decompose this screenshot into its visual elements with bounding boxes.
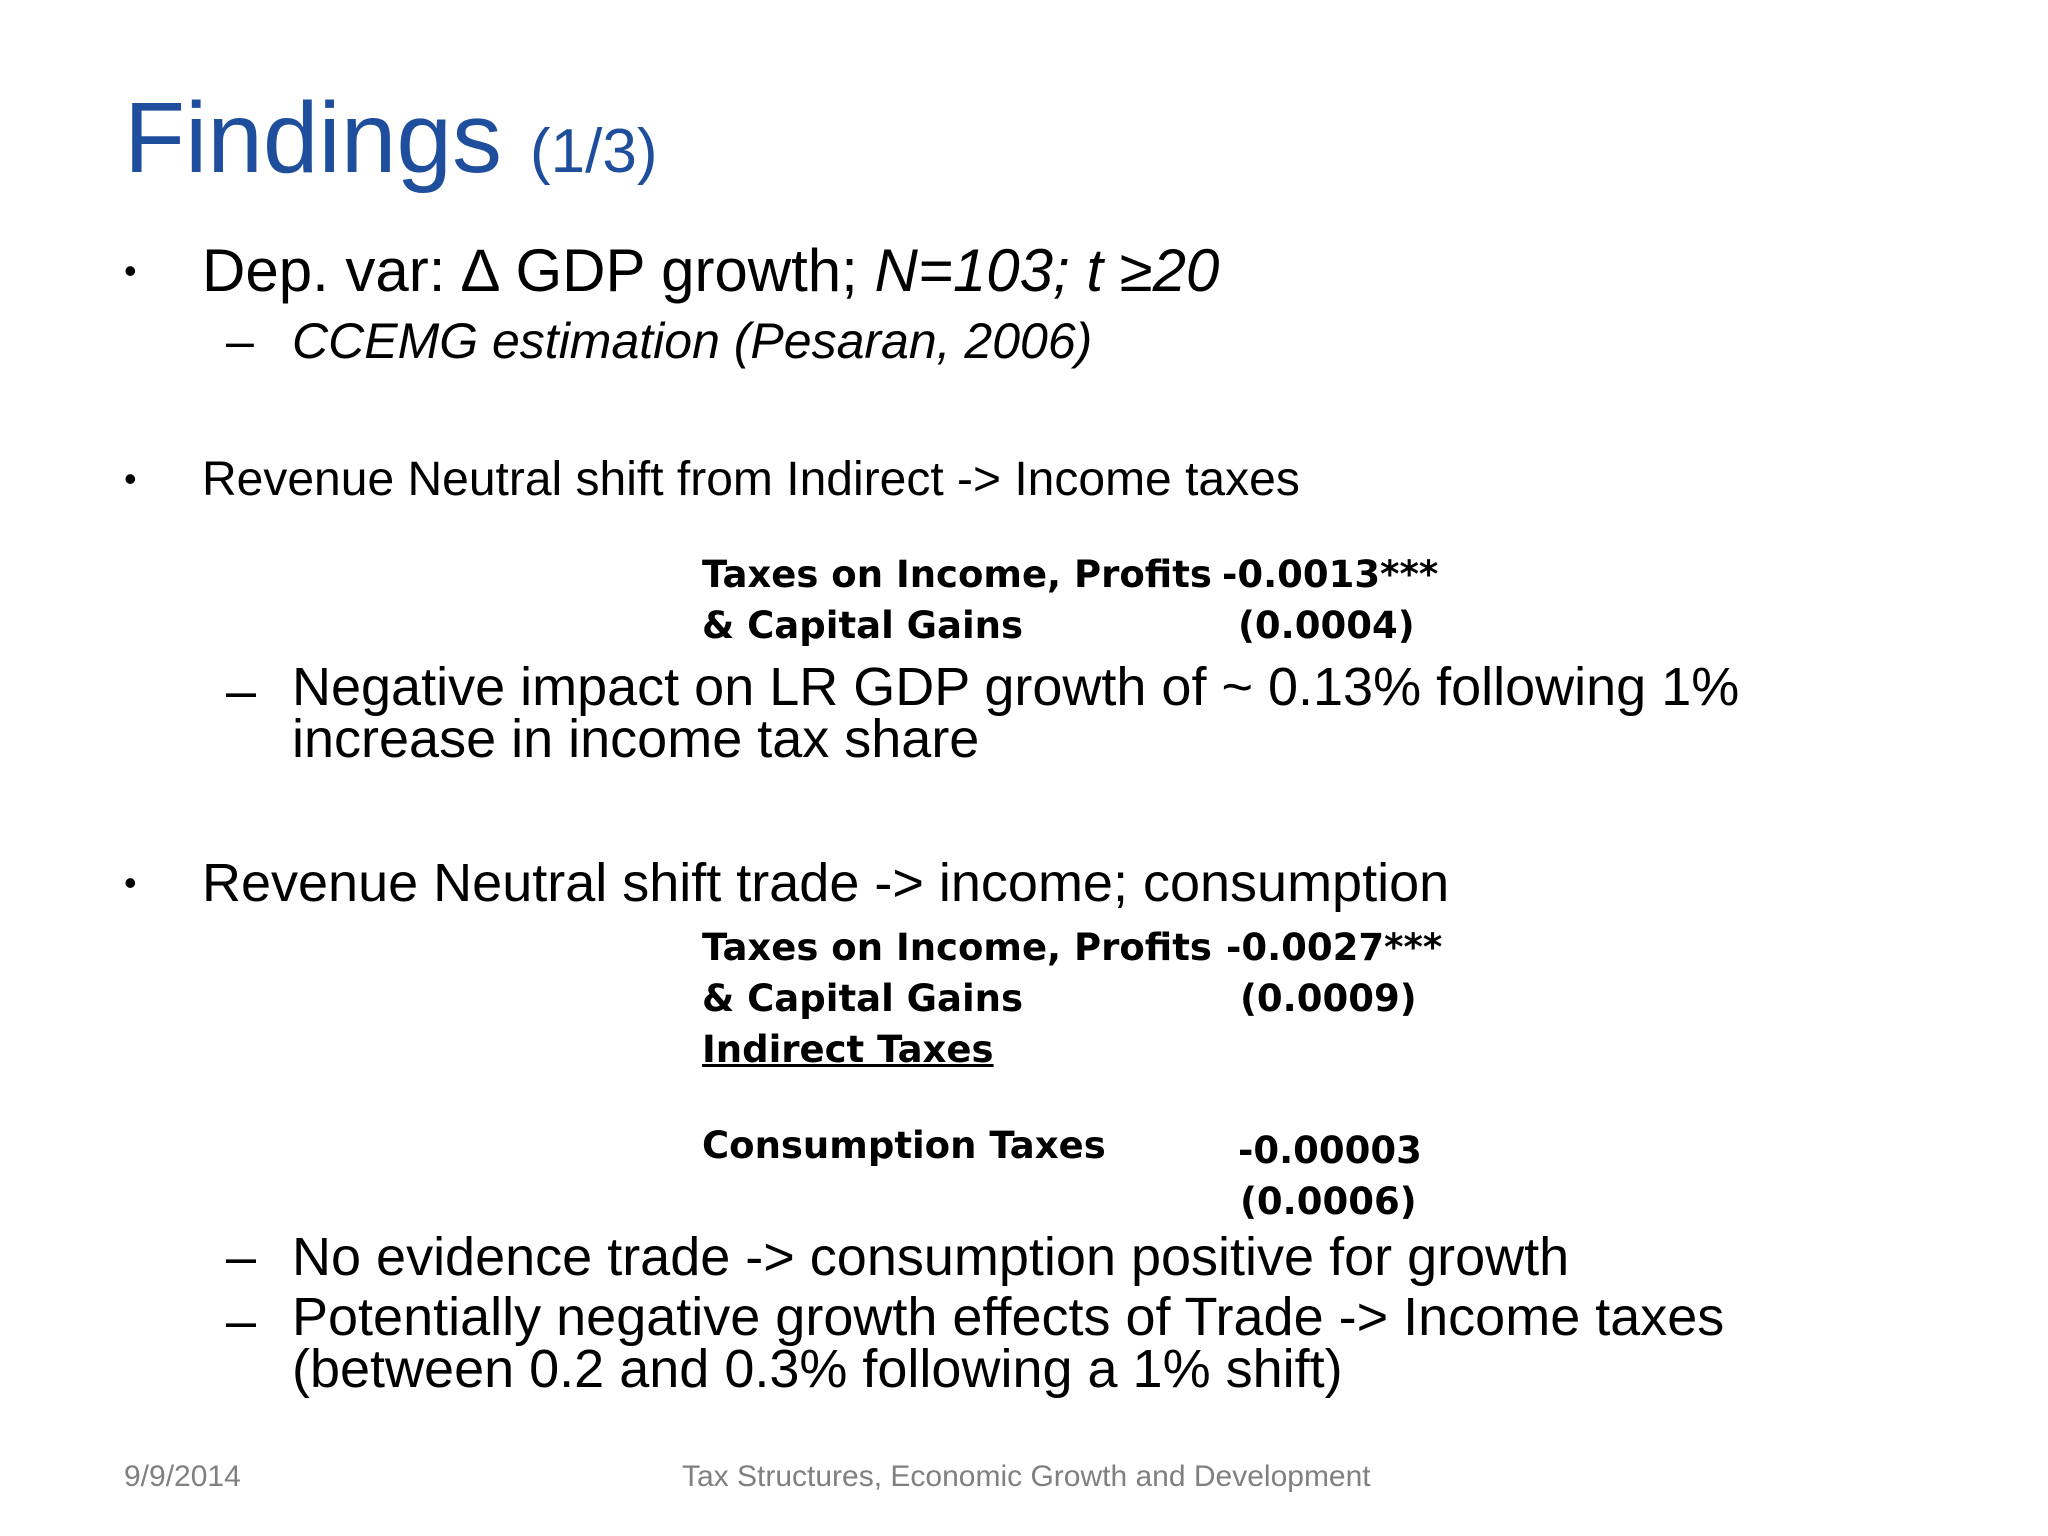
table2-row2-value: (0.0009) (1240, 977, 1417, 1020)
dep-var-italic: N=103; t ≥20 (874, 237, 1220, 304)
table2-row1-value: -0.0027*** (1226, 926, 1443, 969)
dash-marker: – (226, 1291, 257, 1351)
bullet-trade-income-text: Revenue Neutral shift trade -> income; consumption (202, 853, 1450, 913)
negative-impact-line2: increase in income tax share (292, 709, 980, 769)
table2-row1-label: Taxes on Income, Profits (702, 926, 1212, 969)
table1-row1-label: Taxes on Income, Profits (702, 553, 1212, 596)
dash-marker: – (226, 661, 257, 721)
bullet-marker: • (124, 250, 137, 291)
dep-var-prefix: Dep. var: ∆ GDP growth; (202, 237, 875, 304)
table1-row2-value: (0.0004) (1238, 604, 1415, 647)
title-page-indicator: (1/3) (529, 117, 658, 186)
ccemg-text: CCEMG estimation (Pesaran, 2006) (292, 313, 1093, 369)
potentially-negative-line2: (between 0.2 and 0.3% following a 1% shift) (292, 1339, 1343, 1399)
table1-row1-value: -0.0013*** (1222, 553, 1439, 596)
negative-impact-line1: Negative impact on LR GDP growth of ~ 0.13% following 1% (292, 657, 1740, 717)
title-text: Findings (124, 82, 502, 194)
dash-marker: – (226, 313, 254, 369)
dash-marker: – (226, 1227, 257, 1287)
table2-row4-value: (0.0006) (1240, 1180, 1417, 1223)
table1-row2-label: & Capital Gains (702, 604, 1024, 647)
table2-row2-label: & Capital Gains (702, 977, 1024, 1020)
bullet-indirect-income-text: Revenue Neutral shift from Indirect -> Income taxes (202, 453, 1300, 506)
table2-row3-value: -0.00003 (1238, 1129, 1422, 1172)
slide-title (124, 78, 657, 198)
footer-title: Tax Structures, Economic Growth and Development (682, 1460, 1371, 1493)
no-evidence-text: No evidence trade -> consumption positive for growth (292, 1227, 1570, 1287)
bullet-marker: • (124, 862, 137, 903)
bullet-marker: • (124, 458, 137, 499)
table2-section-indirect-taxes: Indirect Taxes (702, 1028, 994, 1071)
table2-row3-label: Consumption Taxes (702, 1124, 1106, 1167)
potentially-negative-line1: Potentially negative growth effects of Trade -> Income taxes (292, 1287, 1725, 1347)
footer-date: 9/9/2014 (124, 1460, 241, 1493)
bullet-dep-var-text (202, 236, 1219, 305)
